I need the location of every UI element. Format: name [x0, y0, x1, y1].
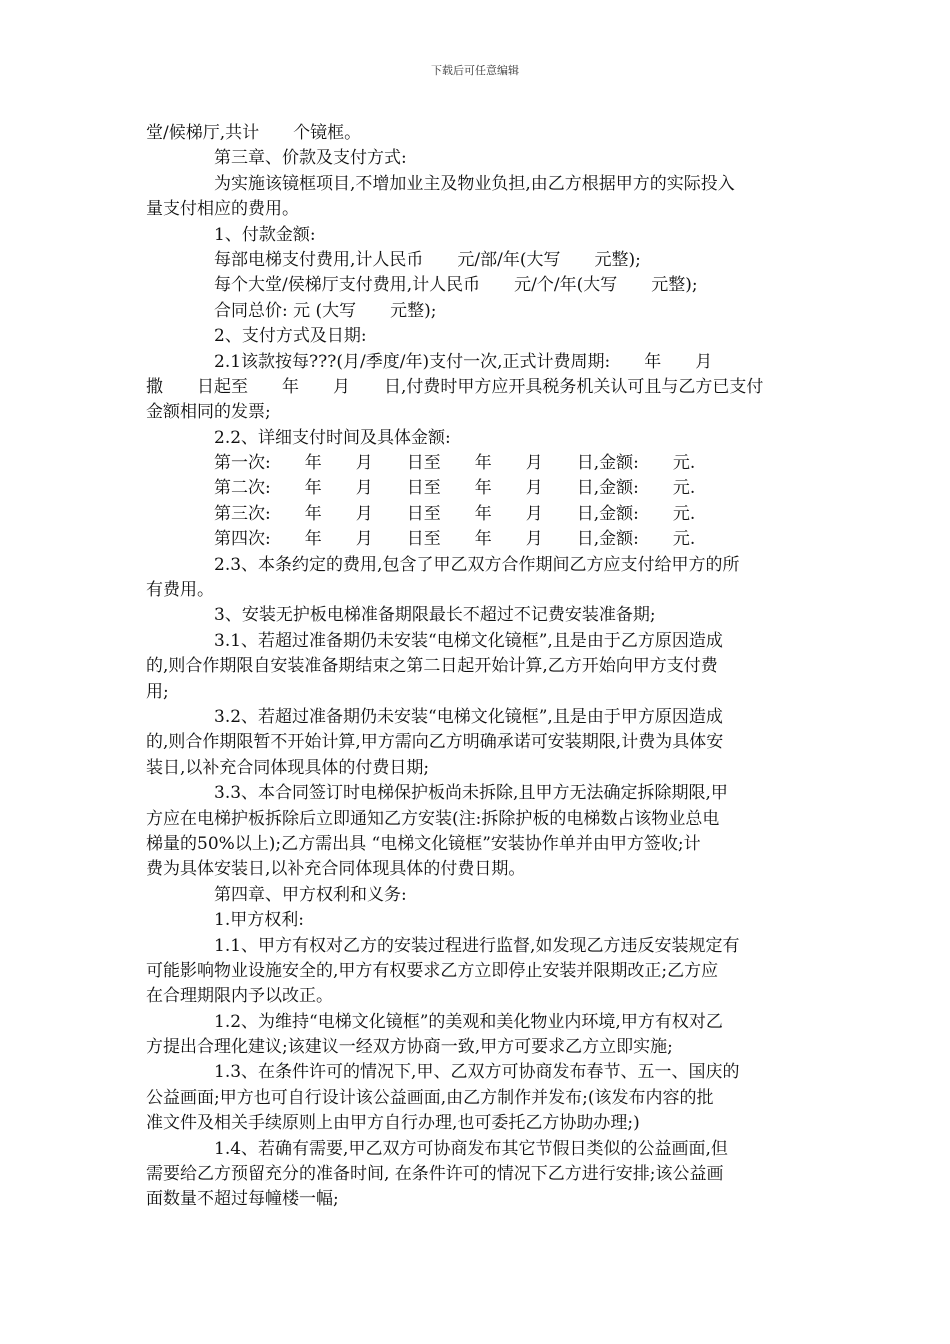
document-line: 3.3、本合同签订时电梯保护板尚未拆除,且甲方无法确定拆除期限,甲: [214, 783, 728, 804]
document-line: 在合理期限内予以改正。: [146, 986, 333, 1007]
document-line: 量支付相应的费用。: [146, 199, 299, 220]
document-line: 公益画面;甲方也可自行设计该公益画面,由乙方制作并发布;(该发布内容的批: [146, 1087, 714, 1108]
document-line: 的,则合作期限自安装准备期结束之第二日起开始计算,乙方开始向甲方支付费: [146, 656, 718, 677]
document-line: 准文件及相关手续原则上由甲方自行办理,也可委托乙方协助办理;): [146, 1113, 640, 1134]
document-line: 第四章、甲方权利和义务:: [214, 884, 407, 905]
document-line: 2.2、详细支付时间及具体金额:: [214, 427, 451, 448]
document-line: 梯量的50%以上);乙方需出具 “电梯文化镜框”安装协作单并由甲方签收;计: [146, 833, 701, 854]
document-line: 第一次: 年 月 日至 年 月 日,金额: 元.: [214, 453, 696, 474]
document-line: 每部电梯支付费用,计人民币 元/部/年(大写 元整);: [214, 249, 641, 270]
document-line: 第二次: 年 月 日至 年 月 日,金额: 元.: [214, 478, 696, 499]
document-line: 3、安装无护板电梯准备期限最长不超过不记费安装准备期;: [214, 605, 656, 626]
document-line: 可能影响物业设施安全的,甲方有权要求乙方立即停止安装并限期改正;乙方应: [146, 960, 719, 981]
document-line: 合同总价: 元 (大写 元整);: [214, 300, 437, 321]
document-line: 为实施该镜框项目,不增加业主及物业负担,由乙方根据甲方的实际投入: [214, 173, 735, 194]
page-header: 下载后可任意编辑: [431, 64, 519, 77]
document-line: 需要给乙方预留充分的准备时间, 在条件许可的情况下乙方进行安排;该公益画: [146, 1164, 724, 1185]
document-line: 3.1、若超过准备期仍未安装“电梯文化镜框”,且是由于乙方原因造成: [214, 630, 723, 651]
document-line: 用;: [146, 681, 169, 702]
document-line: 装日,以补充合同体现具体的付费日期;: [146, 757, 430, 778]
document-line: 方提出合理化建议;该建议一经双方协商一致,甲方可要求乙方立即实施;: [146, 1037, 673, 1058]
document-line: 每个大堂/侯梯厅支付费用,计人民币 元/个/年(大写 元整);: [214, 275, 698, 296]
document-line: 2、支付方式及日期:: [214, 326, 367, 347]
document-line: 的,则合作期限暂不开始计算,甲方需向乙方明确承诺可安装期限,计费为具体安: [146, 732, 724, 753]
document-line: 撒 日起至 年 月 日,付费时甲方应开具税务机关认可且与乙方已支付: [146, 376, 764, 397]
document-line: 第三次: 年 月 日至 年 月 日,金额: 元.: [214, 503, 696, 524]
document-line: 有费用。: [146, 580, 214, 601]
document-line: 1.3、在条件许可的情况下,甲、乙双方可协商发布春节、五一、国庆的: [214, 1062, 740, 1083]
document-body: [146, 121, 810, 1213]
document-line: 1.1、甲方有权对乙方的安装过程进行监督,如发现乙方违反安装规定有: [214, 935, 740, 956]
document-line: 方应在电梯护板拆除后立即通知乙方安装(注:拆除护板的电梯数占该物业总电: [146, 808, 720, 829]
document-line: 第三章、价款及支付方式:: [214, 148, 407, 169]
document-line: 第四次: 年 月 日至 年 月 日,金额: 元.: [214, 529, 696, 550]
document-line: 1.甲方权利:: [214, 910, 304, 931]
document-line: 金额相同的发票;: [146, 402, 271, 423]
document-line: 3.2、若超过准备期仍未安装“电梯文化镜框”,且是由于甲方原因造成: [214, 706, 723, 727]
document-line: 费为具体安装日,以补充合同体现具体的付费日期。: [146, 859, 526, 880]
document-line: 1.2、为维持“电梯文化镜框”的美观和美化物业内环境,甲方有权对乙: [214, 1011, 723, 1032]
document-line: 2.1该款按每???(月/季度/年)支付一次,正式计费周期: 年 月: [214, 351, 713, 372]
document-line: 1.4、若确有需要,甲乙双方可协商发布其它节假日类似的公益画面,但: [214, 1138, 728, 1159]
document-line: 面数量不超过每幢楼一幅;: [146, 1189, 339, 1210]
document-line: 1、付款金额:: [214, 224, 316, 245]
document-line: 堂/候梯厅,共计 个镜框。: [146, 123, 362, 143]
document-line: 2.3、本条约定的费用,包含了甲乙双方合作期间乙方应支付给甲方的所: [214, 554, 740, 575]
